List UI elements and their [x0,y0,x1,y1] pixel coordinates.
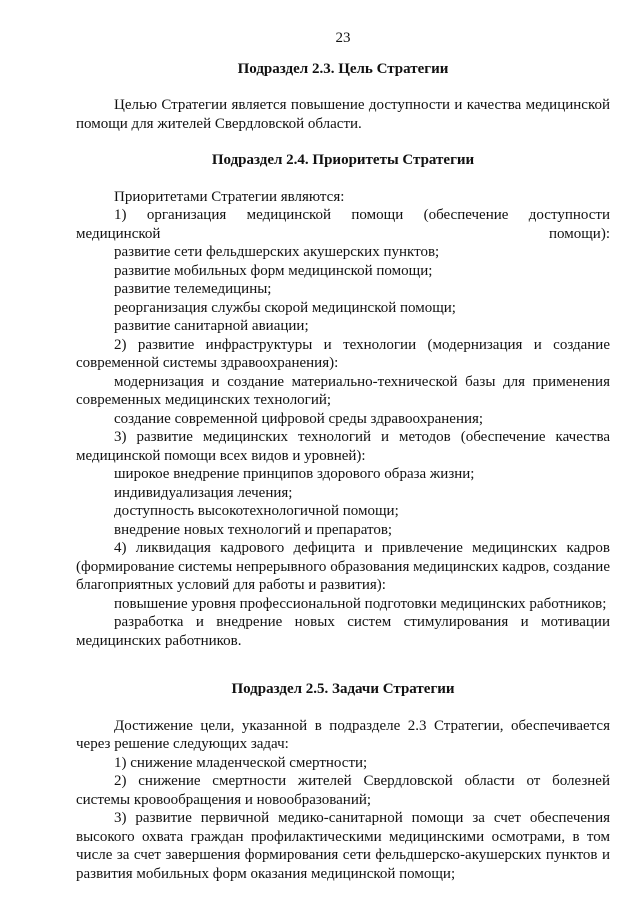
paragraph: разработка и внедрение новых систем стимулирования и мотивации медицинских работников. [76,614,610,649]
section-2-5-heading: Подраздел 2.5. Задачи Стратегии [231,681,455,697]
section-2-3-heading: Подраздел 2.3. Цель Стратегии [237,60,449,77]
paragraph: индивидуализация лечения; [114,484,293,501]
paragraph: внедрение новых технологий и препаратов; [114,521,393,538]
paragraph: 1) снижение младенческой смертности; [114,754,368,771]
paragraph: широкое внедрение принципов здорового образа жизни; [114,466,475,482]
paragraph: развитие телемедицины; [114,281,272,297]
paragraph: развитие сети фельдшерских акушерских пунктов; [114,244,440,260]
paragraph: 2) снижение смертности жителей Свердловской области от болезней системы кровообращения и новообразований; [76,773,610,808]
document-page [76,29,610,883]
paragraph: создание современной цифровой среды здравоохранения; [114,410,484,427]
paragraph: 3) развитие первичной медико-санитарной помощи за счет обеспечения высокого охвата граждан профилактическими медицинскими осмотрами, в том числе за счет завершения формирования сети фельдшерско-акушерских пунктов и развития мобильных форм оказания медицинской помощи; [76,810,610,882]
paragraph: 3) развитие медицинских технологий и методов (обеспечение качества медицинской помощи всех видов и уровней): [76,429,610,464]
paragraph: доступность высокотехнологичной помощи; [114,503,399,519]
paragraph: развитие санитарной авиации; [114,318,309,334]
paragraph: Приоритетами Стратегии являются: [114,188,345,205]
paragraph: повышение уровня профессиональной подготовки медицинских работников; [114,595,607,612]
paragraph: развитие мобильных форм медицинской помощи; [114,262,433,279]
section-2-3-text: Целью Стратегии является повышение доступности и качества медицинской помощи для жителей Свердловской области. [76,97,610,132]
paragraph: 1) организация медицинской помощи (обеспечение доступности медицинской помощи): [76,207,610,242]
page-number: 23 [335,30,351,46]
paragraph: реорганизация службы скорой медицинской помощи; [114,299,456,316]
section-2-4-heading: Подраздел 2.4. Приоритеты Стратегии [211,152,475,168]
paragraph: модернизация и создание материально-технической базы для применения современных медицинских технологий; [76,373,610,408]
paragraph: 4) ликвидация кадрового дефицита и привлечение медицинских кадров (формирование системы непрерывного образования медицинских кадров, создание благоприятных условий для работы и развития): [76,540,610,593]
paragraph: 2) развитие инфраструктуры и технологии (модернизация и создание современной системы здравоохранения): [76,336,610,371]
paragraph: Достижение цели, указанной в подразделе 2.3 Стратегии, обеспечивается через решение следующих задач: [76,717,610,752]
